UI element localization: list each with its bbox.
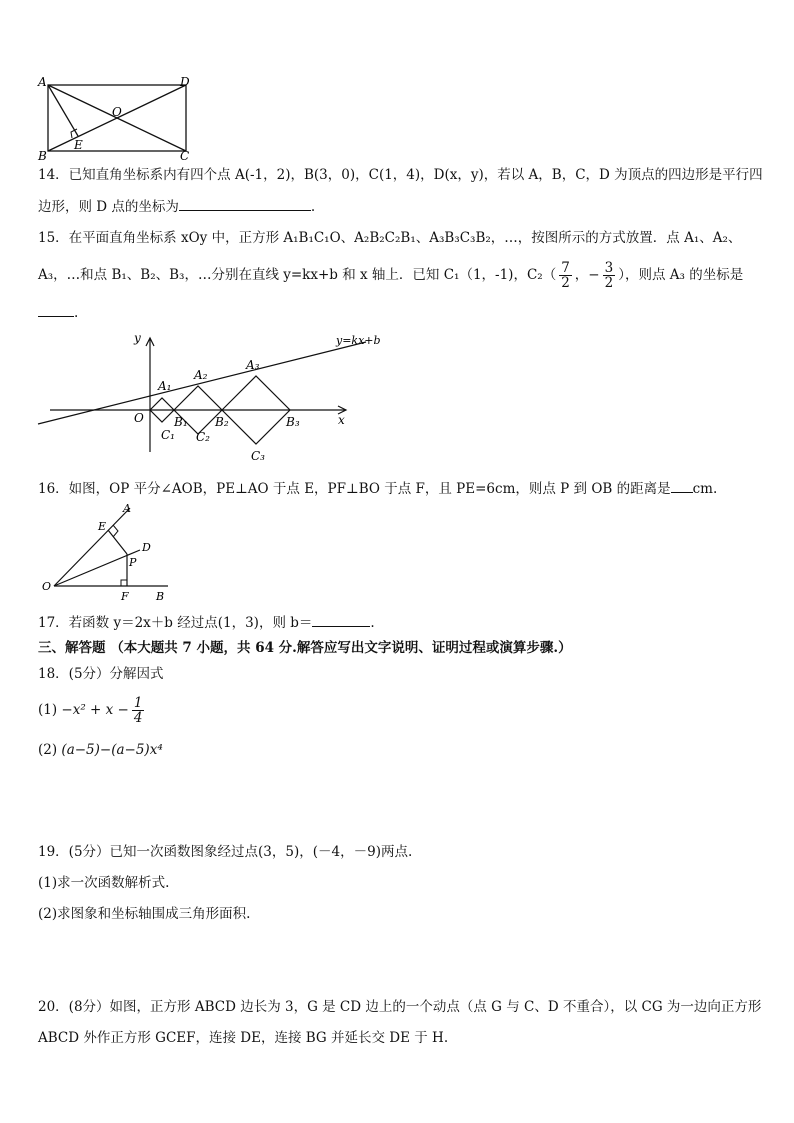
q20-line2: ABCD 外作正方形 GCEF，连接 DE，连接 BG 并延长交 DE 于 H. (38, 1030, 449, 1046)
label-E: E (74, 138, 83, 152)
q18-part2 (38, 740, 163, 760)
fig16-D: D (142, 541, 151, 554)
fig15-y: y (134, 331, 141, 345)
q14-line2-text: 边形，则 D 点的坐标为 (38, 199, 179, 215)
q14-line1: 14．已知直角坐标系内有四个点 A(-1，2)，B(3，0)，C(1，4)，D(x，y)，若以 A，B，C，D 为顶点的四边形是平行四 (38, 167, 763, 183)
fig15-A1: A₁ (158, 379, 172, 393)
q15-line2 (38, 258, 743, 292)
q15-comma: ，− (574, 267, 600, 283)
fig16-B: B (156, 590, 165, 603)
q16-answer-blank (671, 478, 693, 493)
q18-part1 (38, 692, 147, 728)
fig15-B3: B₃ (286, 415, 300, 429)
fig15-A2: A₂ (194, 368, 208, 382)
label-B: B (38, 149, 47, 163)
section-note: （本大题共 7 小题，共 64 分.解答应写出文字说明、证明过程或演算步骤.） (110, 640, 572, 656)
frac-num: 3 (604, 260, 614, 276)
rectangle-figure (34, 74, 194, 164)
frac-den: 4 (133, 710, 143, 726)
fig15-line-label: y=kx+b (336, 334, 381, 347)
q16-text-end: cm. (692, 481, 718, 497)
q18-p1-expr: −x² + x − (61, 702, 129, 718)
q19-part1: (1)求一次函数解析式. (38, 875, 170, 891)
fig15-C1: C₁ (161, 428, 175, 442)
angle-bisector-figure (34, 500, 184, 606)
q18-p2-label: (2) (38, 742, 58, 758)
q15-line3-end: . (74, 305, 79, 321)
fig16-A: A (123, 502, 131, 515)
squares-figure (34, 328, 394, 468)
frac-den: 2 (604, 275, 614, 291)
q15-answer-blank (38, 302, 74, 317)
q15-fraction-3-2 (603, 261, 616, 290)
frac-num: 1 (133, 695, 143, 711)
label-A: A (38, 75, 47, 89)
fig15-x: x (338, 413, 345, 427)
section-title: 三、解答题 (38, 640, 106, 656)
q16-text (38, 478, 717, 499)
fig16-E: E (98, 520, 107, 533)
fig15-B1: B₁ (174, 415, 188, 429)
frac-num: 7 (561, 260, 570, 276)
q18-p2-expr: (a−5)−(a−5)x⁴ (61, 742, 163, 758)
q14-answer-blank (179, 196, 311, 211)
q15-fraction-7-2 (559, 261, 572, 290)
q18-head: 18．(5分）分解因式 (38, 666, 164, 682)
q15-line1: 15．在平面直角坐标系 xOy 中，正方形 A₁B₁C₁O、A₂B₂C₂B₁、A₃B₃C₃B₂，…，按图所示的方式放置．点 A₁、A₂、 (38, 230, 742, 246)
q16-text-main: 16．如图，OP 平分∠AOB，PE⊥AO 于点 E，PF⊥BO 于点 F，且 PE=6cm，则点 P 到 OB 的距离是 (38, 481, 671, 497)
q17-text-end: . (370, 615, 375, 631)
frac-den: 2 (561, 275, 570, 291)
q17-text-main: 17．若函数 y＝2x＋b 经过点(1，3)，则 b＝ (38, 615, 313, 631)
q15-line2-text: A₃，…和点 B₁、B₂、B₃，…分别在直线 y=kx+b 和 x 轴上．已知 C₁（1，-1)，C₂（ (38, 267, 557, 283)
q14-line2-end: . (310, 199, 316, 215)
q18-p1-fraction (132, 696, 145, 725)
fig16-P: P (129, 556, 137, 569)
q18-p1-label: (1) (38, 702, 58, 718)
fig15-C2: C₂ (196, 430, 210, 444)
fig15-A3: A₃ (246, 358, 260, 372)
q17-text (38, 612, 375, 633)
q15-line3 (38, 302, 78, 323)
q14-line2 (38, 196, 315, 217)
fig16-O: O (42, 580, 52, 593)
section-heading (38, 638, 572, 658)
fig15-O: O (134, 411, 144, 425)
fig15-B2: B₂ (215, 415, 229, 429)
label-O: O (112, 105, 122, 119)
q17-answer-blank (312, 612, 370, 627)
q20-line1: 20．(8分）如图，正方形 ABCD 边长为 3，G 是 CD 边上的一个动点（点 G 与 C、D 不重合），以 CG 为一边向正方形 (38, 999, 762, 1015)
q19-head: 19．(5分）已知一次函数图象经过点(3，5)，(－4，－9)两点. (38, 844, 413, 860)
label-D: D (180, 75, 190, 89)
q15-line2-end: ），则点 A₃ 的坐标是 (618, 267, 744, 283)
q19-part2: (2)求图象和坐标轴围成三角形面积. (38, 906, 251, 922)
fig15-C3: C₃ (251, 449, 265, 463)
fig16-F: F (121, 590, 129, 603)
label-C: C (180, 149, 190, 163)
